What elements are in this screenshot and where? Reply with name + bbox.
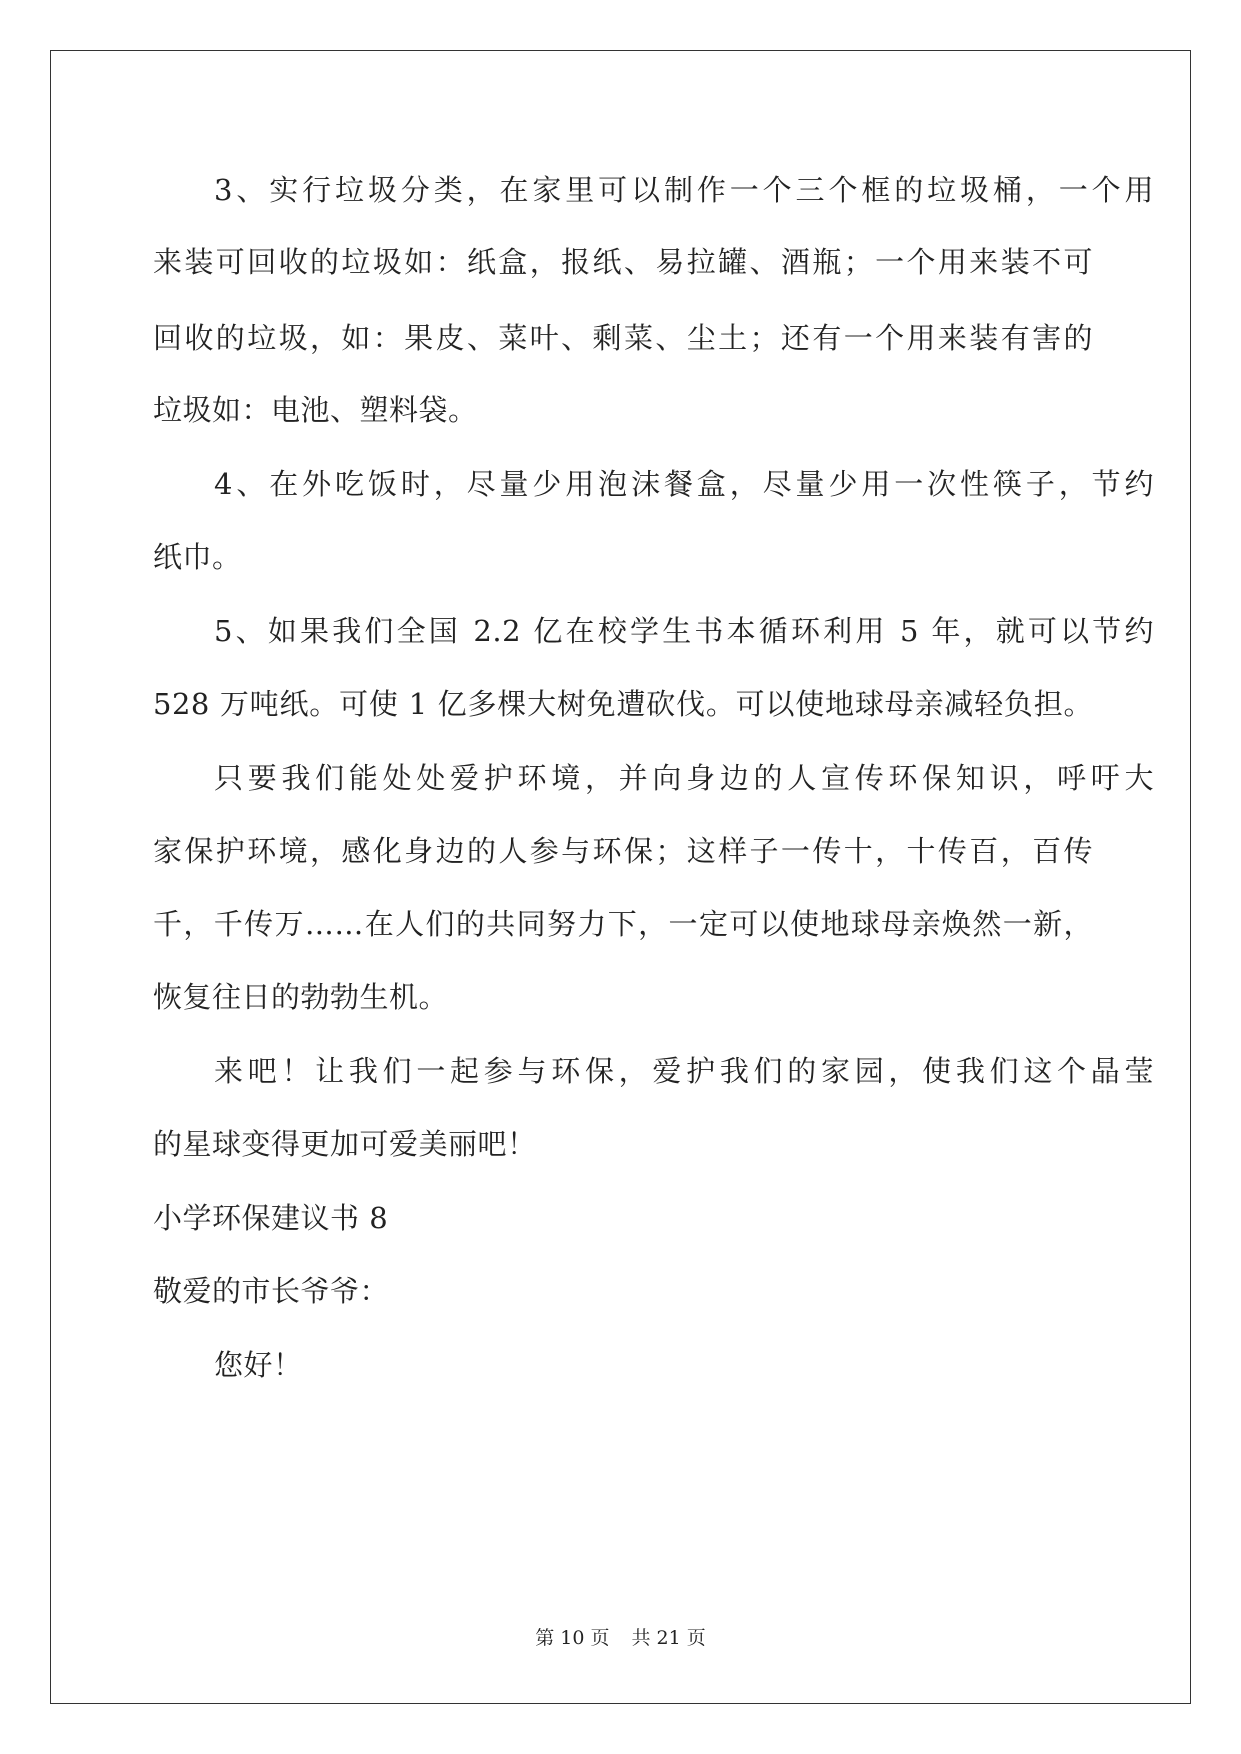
page-number: 第 10 页 xyxy=(535,1627,610,1649)
paragraph-line: 纸巾。 xyxy=(153,540,242,574)
paragraph-line: 528 万吨纸。可使 1 亿多棵大树免遭砍伐。可以使地球母亲减轻负担。 xyxy=(153,687,1093,721)
paragraph-line: 垃圾如：电池、塑料袋。 xyxy=(153,393,478,427)
paragraph-line: 3、实行垃圾分类，在家里可以制作一个三个框的垃圾桶，一个用 xyxy=(214,173,1154,207)
page-border xyxy=(50,50,1191,1704)
paragraph-line: 千，千传万……在人们的共同努力下，一定可以使地球母亲焕然一新， xyxy=(153,907,1093,941)
paragraph-line: 回收的垃圾，如：果皮、菜叶、剩菜、尘土；还有一个用来装有害的 xyxy=(153,321,1093,355)
paragraph-line: 的星球变得更加可爱美丽吧！ xyxy=(153,1127,537,1161)
section-heading: 小学环保建议书 8 xyxy=(153,1201,389,1235)
paragraph-line: 5、如果我们全国 2.2 亿在校学生书本循环利用 5 年，就可以节约 xyxy=(214,614,1154,648)
paragraph-line: 4、在外吃饭时，尽量少用泡沫餐盒，尽量少用一次性筷子，节约 xyxy=(214,467,1154,501)
paragraph-line: 只要我们能处处爱护环境，并向身边的人宣传环保知识，呼吁大 xyxy=(214,761,1154,795)
page-total: 共 21 页 xyxy=(631,1627,706,1649)
paragraph-line: 恢复往日的勃勃生机。 xyxy=(153,980,449,1014)
greeting: 您好！ xyxy=(214,1348,303,1382)
page-footer xyxy=(0,1626,1241,1650)
paragraph-line: 来装可回收的垃圾如：纸盒，报纸、易拉罐、酒瓶；一个用来装不可 xyxy=(153,245,1093,279)
paragraph-line: 家保护环境，感化身边的人参与环保；这样子一传十，十传百，百传 xyxy=(153,834,1093,868)
paragraph-line: 来吧！让我们一起参与环保，爱护我们的家园，使我们这个晶莹 xyxy=(214,1054,1154,1088)
salutation: 敬爱的市长爷爷： xyxy=(153,1274,390,1308)
